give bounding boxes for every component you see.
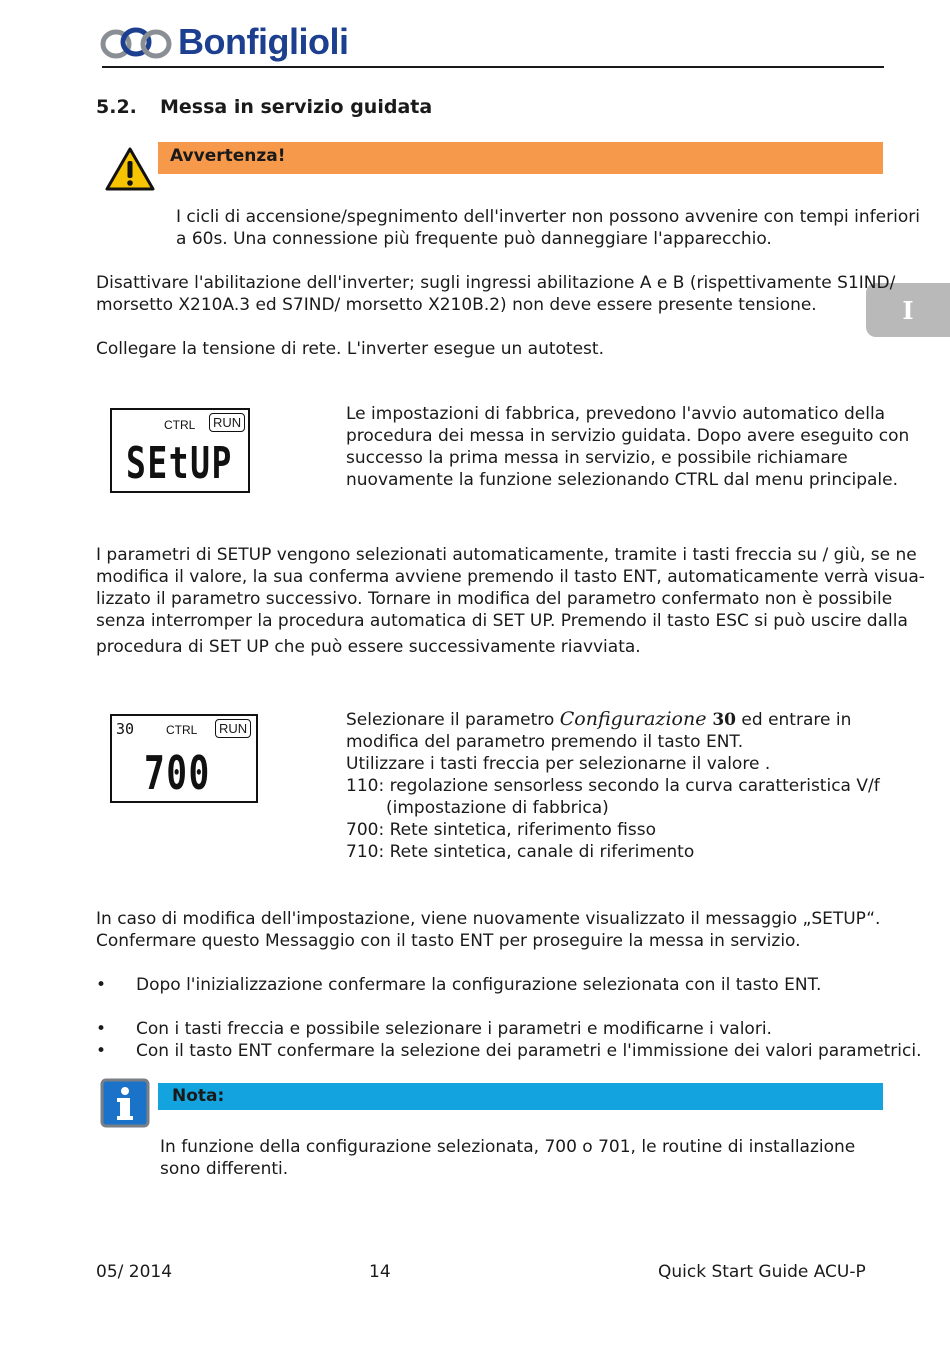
- paragraph-line: In funzione della configurazione selezionata, 700 o 701, le routine di installazione: [160, 1137, 856, 1157]
- footer-date: 05/ 2014: [96, 1262, 173, 1282]
- paragraph-line: nuovamente la funzione selezionando CTRL dal menu principale.: [346, 470, 899, 490]
- section-heading: [96, 96, 432, 118]
- logo-text: Bonfiglioli: [178, 21, 349, 62]
- bullet-icon: •: [96, 975, 107, 995]
- paragraph-line: modifica del parametro premendo il tasto ENT.: [346, 732, 744, 752]
- header-rule: [102, 66, 884, 68]
- section-number: 5.2.: [96, 96, 137, 118]
- paragraph-line: senza interromper la procedura automatica di SET UP. Premendo il tasto ESC si può uscire dalla: [96, 611, 908, 631]
- paragraph-line: (impostazione di fabbrica): [386, 798, 609, 818]
- paragraph-line: modifica il valore, la sua conferma avviene premendo il tasto ENT, automaticamente verrà visua-: [96, 567, 925, 587]
- warning-icon: [104, 146, 156, 197]
- lcd-ctrl-label: CTRL: [164, 418, 196, 432]
- paragraph-line: Confermare questo Messaggio con il tasto ENT per proseguire la messa in servizio.: [96, 931, 801, 951]
- lcd-run-indicator: RUN: [209, 413, 245, 432]
- paragraph-line: Disattivare l'abilitazione dell'inverter; sugli ingressi abilitazione A e B (rispettivamente S1IND/: [96, 273, 896, 293]
- paragraph-line: Utilizzare i tasti freccia per selezionarne il valore .: [346, 754, 771, 774]
- warning-text: [176, 206, 920, 250]
- info-icon: [100, 1078, 150, 1133]
- paragraph-line: lizzato il parametro successivo. Tornare in modifica del parametro confermato non è possibile: [96, 589, 893, 609]
- paragraph-factory: [346, 403, 909, 491]
- list-item: • Con i tasti freccia e possibile selezionare i parametri e modificarne i valori.: [96, 1019, 772, 1039]
- paragraph-line: procedura di SET UP che può essere successivamente riavviata.: [96, 637, 641, 657]
- paragraph-line: procedura dei messa in servizio guidata. Dopo avere eseguito con: [346, 426, 910, 446]
- paragraph-line: 710: Rete sintetica, canale di riferimento: [346, 842, 695, 862]
- lcd-display-setup: [110, 408, 250, 493]
- list-item: • Con il tasto ENT confermare la selezione dei parametri e l'immissione dei valori parametrici.: [96, 1041, 922, 1061]
- paragraph-line: successo la prima messa in servizio, e possibile richiamare: [346, 448, 848, 468]
- lcd-main-text: 700: [144, 746, 211, 800]
- note-label: Nota:: [172, 1086, 225, 1106]
- note-bar: [158, 1083, 883, 1110]
- section-title: Messa in servizio guidata: [160, 96, 433, 118]
- bullet-icon: •: [96, 1041, 107, 1061]
- lcd-ctrl-label: CTRL: [166, 723, 198, 737]
- paragraph-line: Selezionare il parametro Configurazione 30 ed entrare in: [346, 708, 852, 730]
- footer-document-title: Quick Start Guide ACU-P: [658, 1262, 866, 1282]
- paragraph-line: 700: Rete sintetica, riferimento fisso: [346, 820, 657, 840]
- paragraph-line: sono differenti.: [160, 1159, 289, 1179]
- lcd-display-config: [110, 714, 258, 803]
- paragraph-change: [96, 908, 880, 952]
- paragraph-disable: [96, 272, 895, 316]
- bullet-icon: •: [96, 1019, 107, 1039]
- note-text: [160, 1136, 855, 1180]
- warning-label: Avvertenza!: [170, 146, 286, 166]
- paragraph-line: Le impostazioni di fabbrica, prevedono l'avvio automatico della: [346, 404, 886, 424]
- paragraph-connect: Collegare la tensione di rete. L'inverter esegue un autotest.: [96, 339, 604, 359]
- paragraph-line: In caso di modifica dell'impostazione, viene nuovamente visualizzato il messaggio „SETUP“.: [96, 909, 881, 929]
- warning-text-line: a 60s. Una connessione più frequente può danneggiare l'apparecchio.: [176, 229, 772, 249]
- paragraph-setup: [96, 544, 925, 658]
- footer-page-number: 14: [369, 1262, 391, 1282]
- company-logo: [100, 20, 348, 64]
- paragraph-line: morsetto X210A.3 ed S7IND/ morsetto X210B.2) non deve essere presente tensione.: [96, 295, 817, 315]
- logo-rings-icon: [100, 22, 172, 62]
- parameter-name: Configurazione: [559, 708, 707, 730]
- parameter-number: 30: [706, 710, 737, 730]
- paragraph-line: I parametri di SETUP vengono selezionati automaticamente, tramite i tasti freccia su / giù, se ne: [96, 545, 917, 565]
- warning-text-line: I cicli di accensione/spegnimento dell'inverter non possono avvenire con tempi inferiori: [176, 207, 920, 227]
- lcd-run-indicator: RUN: [215, 719, 251, 738]
- lcd-main-text: SEtUP: [126, 438, 233, 489]
- paragraph-line: 110: regolazione sensorless secondo la curva caratteristica V/f: [346, 776, 880, 796]
- paragraph-config: [346, 708, 880, 863]
- list-item: • Dopo l'inizializzazione confermare la configurazione selezionata con il tasto ENT.: [96, 975, 822, 995]
- lcd-param-number: 30: [116, 720, 135, 738]
- language-tab[interactable]: I: [866, 283, 950, 337]
